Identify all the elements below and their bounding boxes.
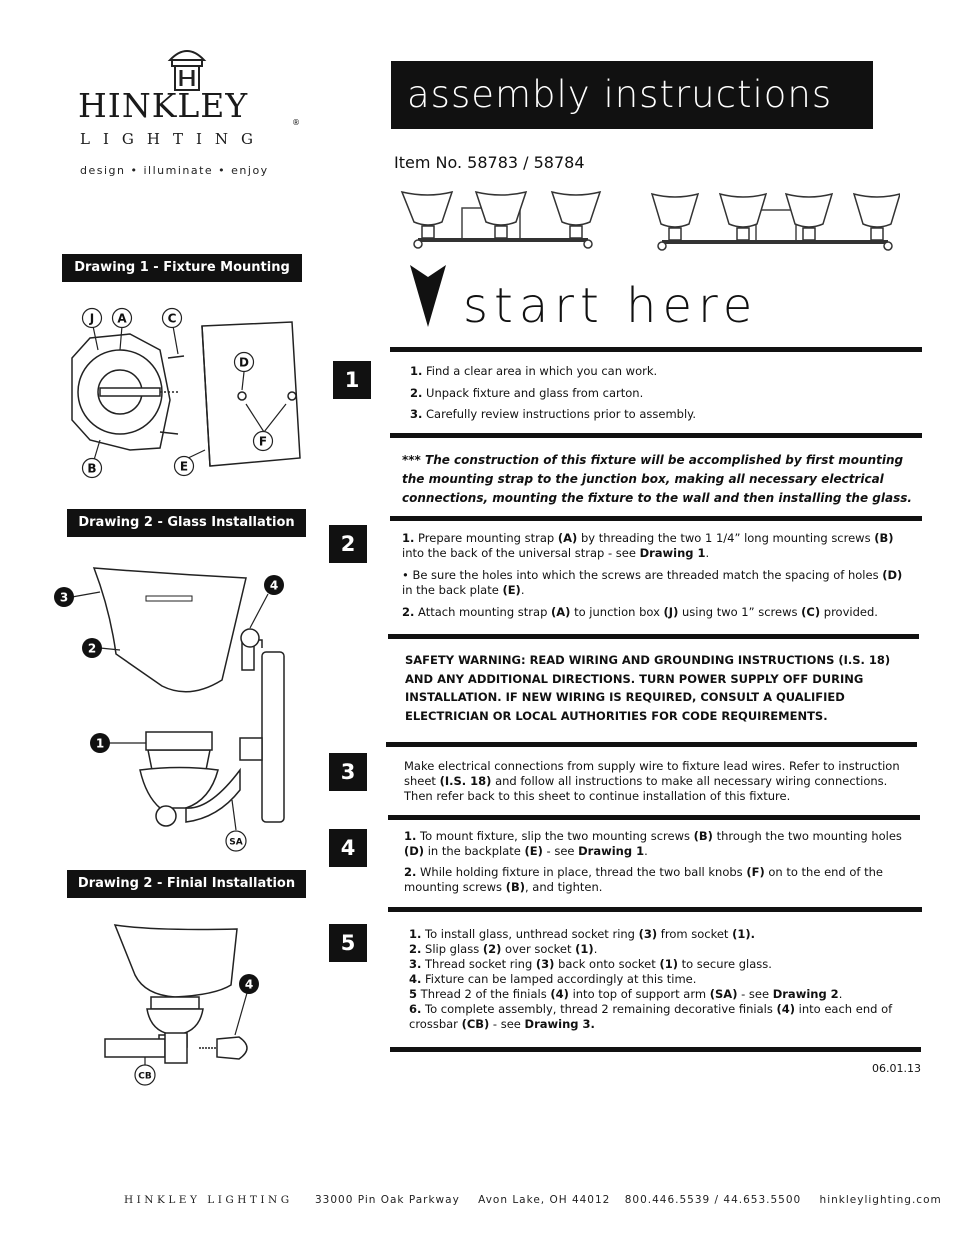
divider — [390, 347, 922, 352]
step-2-text: 1. Prepare mounting strap (A) by threading the two 1 1/4” long mounting screws (B) into the back of the universal strap - see Drawing 1. • Be sure the holes into which the screws are threaded match the spacing of holes (D) in the back plate (E). 2. Attach mounting strap (A) to junction box (J) using two 1” screws (C) provided. — [402, 531, 903, 619]
safety-warning: SAFETY WARNING: READ WIRING AND GROUNDING INSTRUCTIONS (I.S. 18) AND ANY ADDITIONAL DIRECTIONS. TURN POWER SUPPLY OFF DURING INSTALLATION. IF NEW WIRING IS REQUIRED, CONSULT A QUALIFIED ELECTRICIAN OR LOCAL AUTHORITIES FOR CODE REQUIREMENTS. — [405, 653, 891, 723]
brand-tagline: design • illuminate • enjoy — [80, 164, 269, 177]
step-5-text: 1. To install glass, unthread socket ring (3) from socket (1). 2. Slip glass (2) over socket (1). 3. Thread socket ring (3) back onto socket (1) to secure glass. 4. Fixture can be lamped accordingly at this time. 5 Thread 2 of the finials (4) into top of support arm (SA) - see Drawing 2. 6. To complete assembly, thread 2 remaining decorative finials (4) into each end of crossbar (CB) - see Drawing 3. — [409, 927, 893, 1031]
step-4-badge: 4 — [329, 829, 367, 867]
brand-sub: LIGHTING — [80, 130, 266, 148]
divider — [390, 433, 922, 438]
footer-city: Avon Lake, OH 44012 — [478, 1194, 611, 1206]
callout-3: 3 — [59, 590, 69, 605]
footer-website[interactable]: hinkleylighting.com — [819, 1194, 942, 1206]
footer-brand: HINKLEY LIGHTING — [124, 1194, 293, 1206]
callout-c: C — [167, 311, 177, 326]
item-number: Item No. 58783 / 58784 — [394, 153, 585, 172]
construction-note: *** The construction of this fixture will be accomplished by first mounting the mounting strap to the junction box, making all necessary electrical connections, mounting the fixture to the wall and then installing the glass. — [402, 453, 912, 505]
step-1-badge: 1 — [333, 361, 371, 399]
callout-b: B — [87, 461, 97, 476]
drawing-3-label: Drawing 2 - Finial Installation — [67, 870, 306, 898]
drawing-1-fixture-mounting — [60, 300, 320, 485]
step-3-text: Make electrical connections from supply wire to fixture lead wires. Refer to instruction sheet (I.S. 18) and follow all instructions to make all necessary wiring connections. Then refer back to this sheet to continue installation of this fixture. — [404, 759, 900, 803]
divider — [388, 815, 920, 820]
step-2-badge: 2 — [329, 525, 367, 563]
registered-mark: ® — [292, 118, 300, 127]
callout-2: 2 — [87, 641, 97, 656]
footer-address: 33000 Pin Oak Parkway — [314, 1194, 460, 1206]
callout-d: D — [239, 355, 249, 370]
callout-a: A — [117, 311, 127, 326]
callout-cb: CB — [138, 1071, 152, 1082]
divider — [386, 742, 917, 747]
drawing-2-label: Drawing 2 - Glass Installation — [67, 509, 306, 537]
drawing-2-glass-installation — [50, 560, 300, 860]
fixture-4-light-image — [650, 188, 900, 254]
divider — [390, 1047, 921, 1052]
callout-4-finial: 4 — [244, 977, 254, 992]
drawing-1-label: Drawing 1 - Fixture Mounting — [62, 254, 302, 282]
step-1-text: 1. Find a clear area in which you can work. 2. Unpack fixture and glass from carton. 3. Carefully review instructions prior to assembly. — [410, 364, 696, 421]
start-arrow-icon — [410, 265, 446, 327]
callout-1: 1 — [95, 736, 105, 751]
callout-f: F — [258, 434, 268, 449]
step-5-badge: 5 — [329, 924, 367, 962]
callout-j: J — [89, 311, 95, 326]
footer — [124, 1194, 942, 1206]
revision-date: 06.01.13 — [872, 1062, 921, 1075]
brand-logo — [78, 44, 308, 184]
divider — [388, 634, 919, 639]
drawing-3-finial-installation — [95, 915, 275, 1090]
brand-name: HINKLEY — [78, 86, 249, 125]
divider — [388, 907, 922, 912]
divider — [390, 516, 922, 521]
step-4-text: 1. To mount fixture, slip the two mounting screws (B) through the two mounting holes (D) in the backplate (E) - see Drawing 1. 2. While holding fixture in place, thread the two ball knobs (F) on to the end of the mounting screws (B), and tighten. — [404, 829, 902, 894]
step-3-badge: 3 — [329, 753, 367, 791]
page-title: assembly instructions — [391, 61, 873, 129]
footer-phone: 800.446.5539 / 44.653.5500 — [624, 1194, 802, 1206]
callout-e: E — [179, 459, 189, 474]
start-here-heading: start here — [463, 278, 759, 334]
fixture-3-light-image — [398, 188, 608, 254]
callout-4: 4 — [269, 578, 279, 593]
callout-sa: SA — [229, 837, 243, 848]
